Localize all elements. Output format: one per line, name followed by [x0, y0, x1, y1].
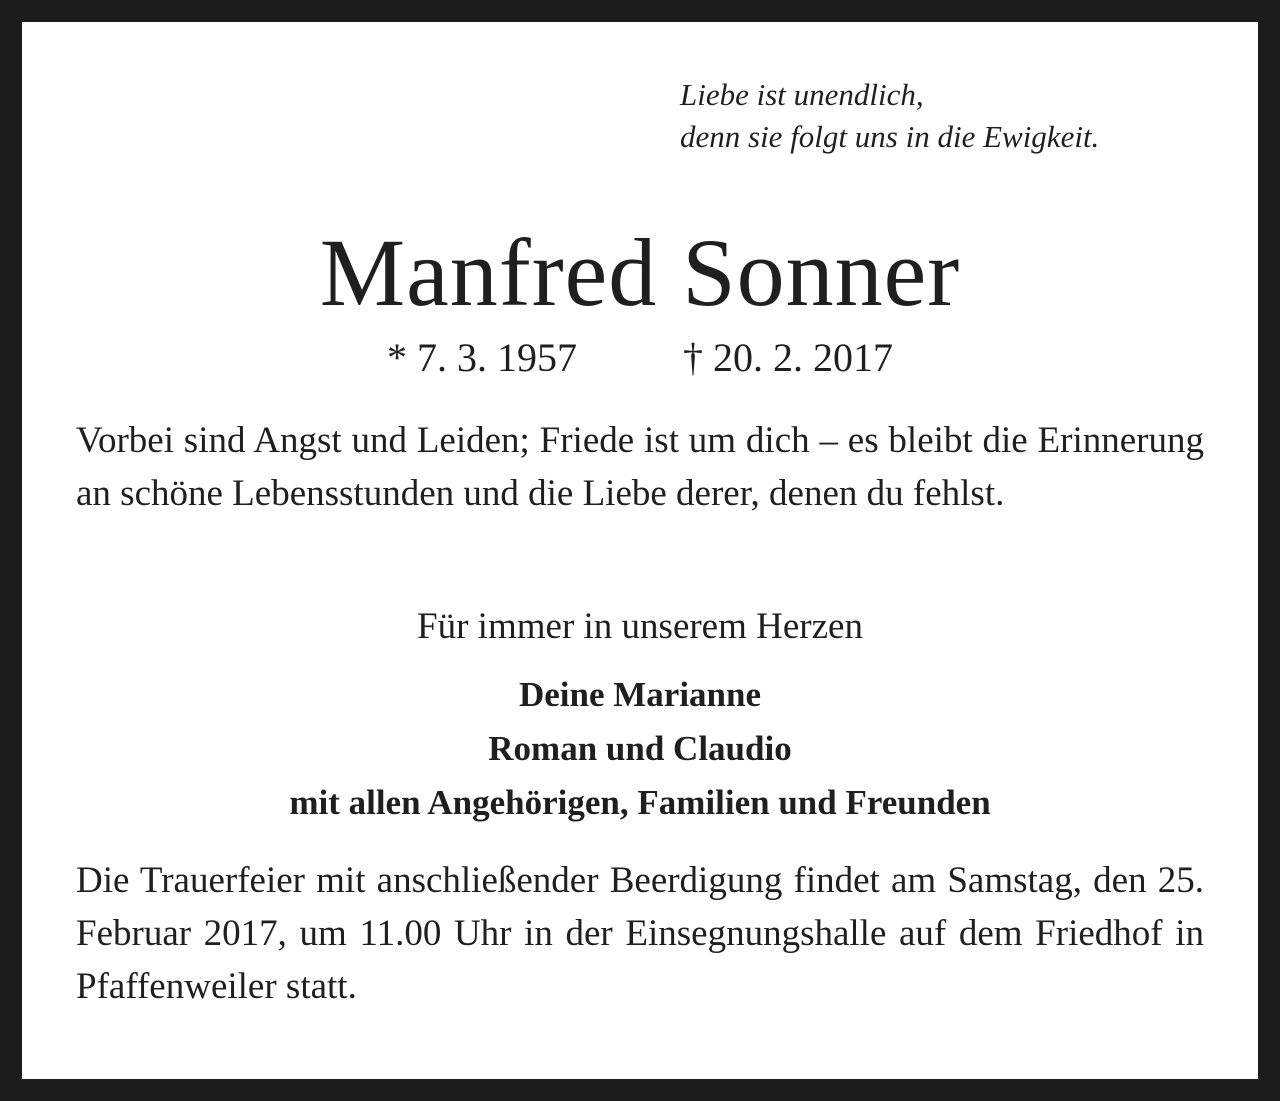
signer-line-2: Roman und Claudio	[488, 729, 792, 768]
motto-line-2: denn sie folgt uns in die Ewigkeit.	[680, 119, 1100, 154]
obituary-card	[22, 22, 1258, 1079]
life-dates	[22, 334, 1258, 382]
deceased-name: Manfred Sonner	[319, 219, 961, 326]
signer-line-3: mit allen Angehörigen, Familien und Freunden	[289, 783, 991, 822]
motto	[680, 74, 1099, 158]
memorial-text: Vorbei sind Angst und Leiden; Friede ist um dich – es bleibt die Erinnerung an schöne Lebensstunden und die Liebe derer, denen du fehlst.	[76, 420, 1204, 514]
motto-line-1: Liebe ist unendlich,	[680, 77, 924, 112]
closing-line: Für immer in unserem Herzen	[417, 606, 863, 647]
signers-block	[22, 668, 1258, 830]
funeral-notice: Die Trauerfeier mit anschließender Beerdigung findet am Samstag, den 25. Februar 2017, um 11.00 Uhr in der Einsegnungshalle auf dem Friedhof in Pfaffenweiler statt.	[76, 860, 1204, 1007]
birth-date: * 7. 3. 1957	[387, 335, 577, 380]
signer-line-1: Deine Marianne	[518, 675, 762, 714]
death-date: † 20. 2. 2017	[683, 335, 893, 380]
